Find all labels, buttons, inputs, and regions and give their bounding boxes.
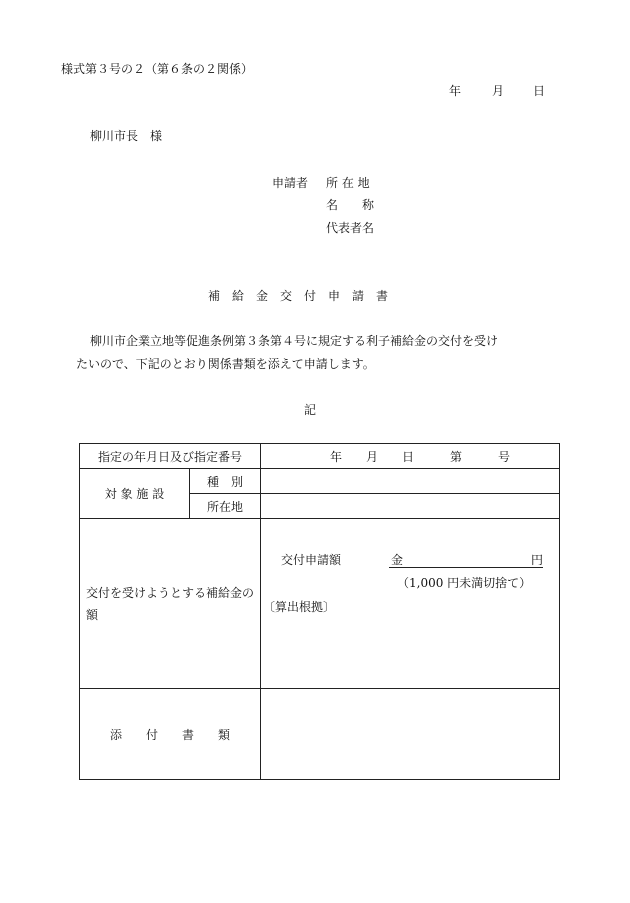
application-table: [79, 443, 560, 780]
type-value-cell: [261, 469, 560, 494]
facility-label: 対 象 施 設: [104, 487, 165, 501]
designation-label-cell: [80, 444, 261, 469]
applicant-address-label: 所 在 地: [326, 176, 370, 190]
rounding-note: （1,000 円未満切捨て）: [397, 576, 532, 590]
designation-value-cell: [261, 444, 560, 469]
amount-underline: [389, 567, 543, 568]
facility-label-cell: [80, 469, 190, 519]
body-text-line2: たいので、下記のとおり関係書類を添えて申請します。: [76, 357, 375, 371]
currency-prefix: 金: [391, 553, 404, 567]
body-text-line1: 柳川市企業立地等促進条例第３条第４号に規定する利子補給金の交付を受け: [90, 334, 499, 348]
amount-value-cell: [261, 519, 560, 689]
attachments-label: 添 付 書 類: [110, 727, 231, 742]
currency-suffix: 円: [531, 553, 544, 567]
designation-label: 指定の年月日及び指定番号: [98, 449, 243, 464]
type-label-cell: [190, 469, 261, 494]
date-day: 日: [533, 84, 546, 98]
attachments-label-cell: [80, 689, 261, 780]
location-label: 所在地: [207, 499, 244, 514]
basis-label: 〔算出根拠〕: [263, 600, 336, 614]
amount-label: 交付を受けようとする補給金の額: [86, 585, 255, 622]
type-label: 種 別: [207, 474, 244, 489]
date-month: 月: [492, 84, 505, 98]
location-label-cell: [190, 494, 261, 519]
location-value-cell: [261, 494, 560, 519]
addressee: 柳川市長 様: [90, 129, 163, 143]
designation-value: 年 月 日 第 号: [330, 449, 511, 464]
applicant-name-label: 名 称: [326, 198, 375, 212]
form-number: 様式第３号の２（第６条の２関係）: [61, 62, 254, 76]
applicant-label: 申請者: [272, 176, 309, 190]
attachments-value-cell: [261, 689, 560, 780]
applicant-representative-label: 代表者名: [326, 221, 375, 235]
ki-label: 記: [304, 403, 317, 417]
amount-label-cell: [80, 519, 261, 689]
date-year: 年: [449, 84, 462, 98]
apply-amount-label: 交付申請額: [281, 553, 342, 567]
document-title: 補 給 金 交 付 申 請 書: [208, 289, 389, 303]
